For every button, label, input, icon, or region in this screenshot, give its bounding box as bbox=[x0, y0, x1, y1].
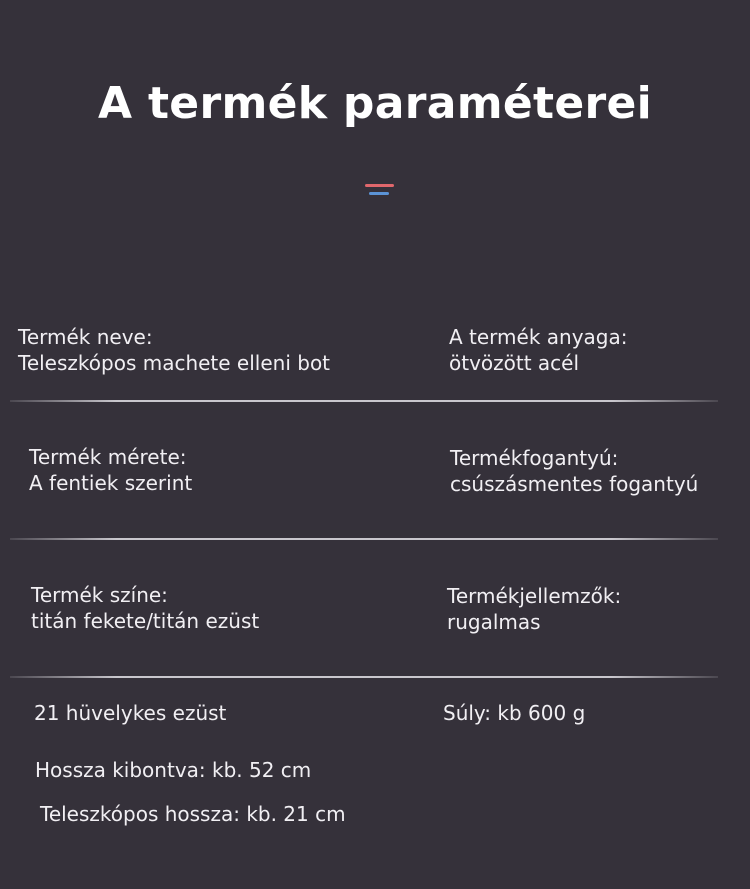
row-divider bbox=[10, 676, 718, 678]
row-divider bbox=[10, 400, 718, 402]
param-value: A fentiek szerint bbox=[29, 471, 193, 495]
param-value: csúszásmentes fogantyú bbox=[450, 472, 699, 496]
param-value: ötvözött acél bbox=[449, 351, 580, 375]
model-text: 21 hüvelykes ezüst bbox=[34, 701, 227, 725]
param-label: Termékfogantyú: bbox=[450, 446, 619, 470]
page-title: A termék paraméterei bbox=[98, 78, 652, 129]
row-divider bbox=[10, 538, 718, 540]
weight-text: Súly: kb 600 g bbox=[443, 701, 586, 725]
param-handle bbox=[450, 445, 698, 497]
param-label: Termék mérete: bbox=[29, 445, 187, 469]
param-material bbox=[449, 324, 628, 376]
param-label: A termék anyaga: bbox=[449, 325, 628, 349]
title-underline-blue bbox=[369, 192, 389, 195]
title-underline-red bbox=[365, 184, 394, 187]
param-value: rugalmas bbox=[447, 610, 541, 634]
length-open-text: Hossza kibontva: kb. 52 cm bbox=[35, 758, 312, 782]
param-label: Termékjellemzők: bbox=[447, 584, 622, 608]
param-features bbox=[447, 583, 621, 635]
param-size bbox=[29, 444, 192, 496]
param-value: titán fekete/titán ezüst bbox=[31, 609, 260, 633]
param-value: Teleszkópos machete elleni bot bbox=[18, 351, 331, 375]
param-product-name bbox=[18, 324, 330, 376]
length-closed-text: Teleszkópos hossza: kb. 21 cm bbox=[40, 802, 346, 826]
param-color bbox=[31, 582, 259, 634]
param-label: Termék színe: bbox=[31, 583, 168, 607]
param-label: Termék neve: bbox=[18, 325, 153, 349]
